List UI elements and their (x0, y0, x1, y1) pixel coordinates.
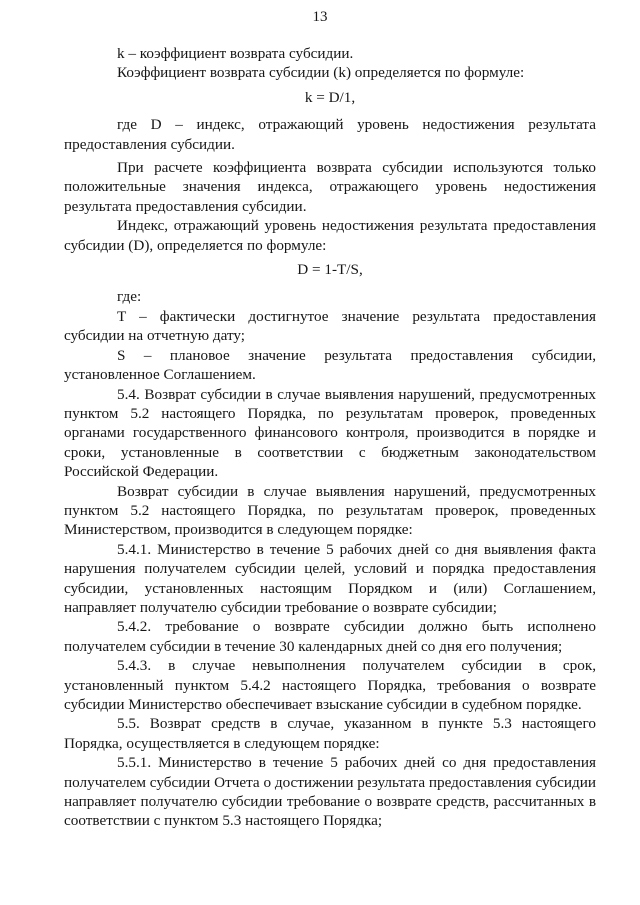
paragraph: 5.4.1. Министерство в течение 5 рабочих дней со дня выявления факта нарушения получателем субсидии целей, условий и порядка предоставления субсидии, установленных настоящим Порядком и (или) Соглашением, направляет получателю субсидии требование о возврате субсидии; (64, 540, 596, 616)
page-number: 13 (312, 9, 328, 25)
paragraph: При расчете коэффициента возврата субсидии используются только положительные значения индекса, отражающего уровень недостижения результата предоставления субсидии. (64, 159, 596, 215)
paragraph: k – коэффициент возврата субсидии. (117, 45, 354, 62)
paragraph: Возврат субсидии в случае выявления нарушений, предусмотренных пунктом 5.2 настоящего Порядка, по результатам проверок, проведенных Министерством, производится в следующем порядке: (64, 482, 596, 539)
paragraph: T – фактически достигнутое значение результата предоставления субсидии на отчетную дату; (64, 307, 596, 345)
paragraph: Коэффициент возврата субсидии (k) определяется по формуле: (117, 64, 525, 82)
paragraph: 5.5.1. Министерство в течение 5 рабочих дней со дня предоставления получателем субсидии Отчета о достижении результата предоставления субсидии направляет получателю субсидии требование о возврате средств, рассчитанных в соответствии с пунктом 5.3 настоящего Порядка; (64, 754, 596, 830)
formula-d: D = 1-T/S, (297, 261, 363, 279)
document-body (64, 44, 596, 831)
paragraph: Индекс, отражающий уровень недостижения результата предоставления субсидии (D), определяется по формуле: (64, 217, 596, 254)
paragraph: 5.4. Возврат субсидии в случае выявления нарушений, предусмотренных пунктом 5.2 настоящего Порядка, по результатам проверок, проведенных органами государственного финансового контроля, производится в порядке и сроки, установленные в соответствии с бюджетным законодательством Российской Федерации. (64, 385, 596, 481)
paragraph: 5.5. Возврат средств в случае, указанном в пункте 5.3 настоящего Порядка, осуществляется в следующем порядке: (64, 715, 596, 752)
paragraph: где D – индекс, отражающий уровень недостижения результата предоставления субсидии. (64, 116, 596, 153)
formula-k: k = D/1, (304, 88, 356, 106)
paragraph: 5.4.2. требование о возврате субсидии должно быть исполнено получателем субсидии в течение 30 календарных дней со дня его получения; (64, 618, 596, 655)
paragraph: S – плановое значение результата предоставления субсидии, установленное Соглашением. (64, 346, 596, 384)
paragraph: где: (117, 288, 142, 306)
paragraph: 5.4.3. в случае невыполнения получателем субсидии в срок, установленный пунктом 5.4.2 настоящего Порядка, требования о возврате субсидии Министерство обеспечивает взыскание субсидии в судебном порядке. (64, 657, 596, 713)
